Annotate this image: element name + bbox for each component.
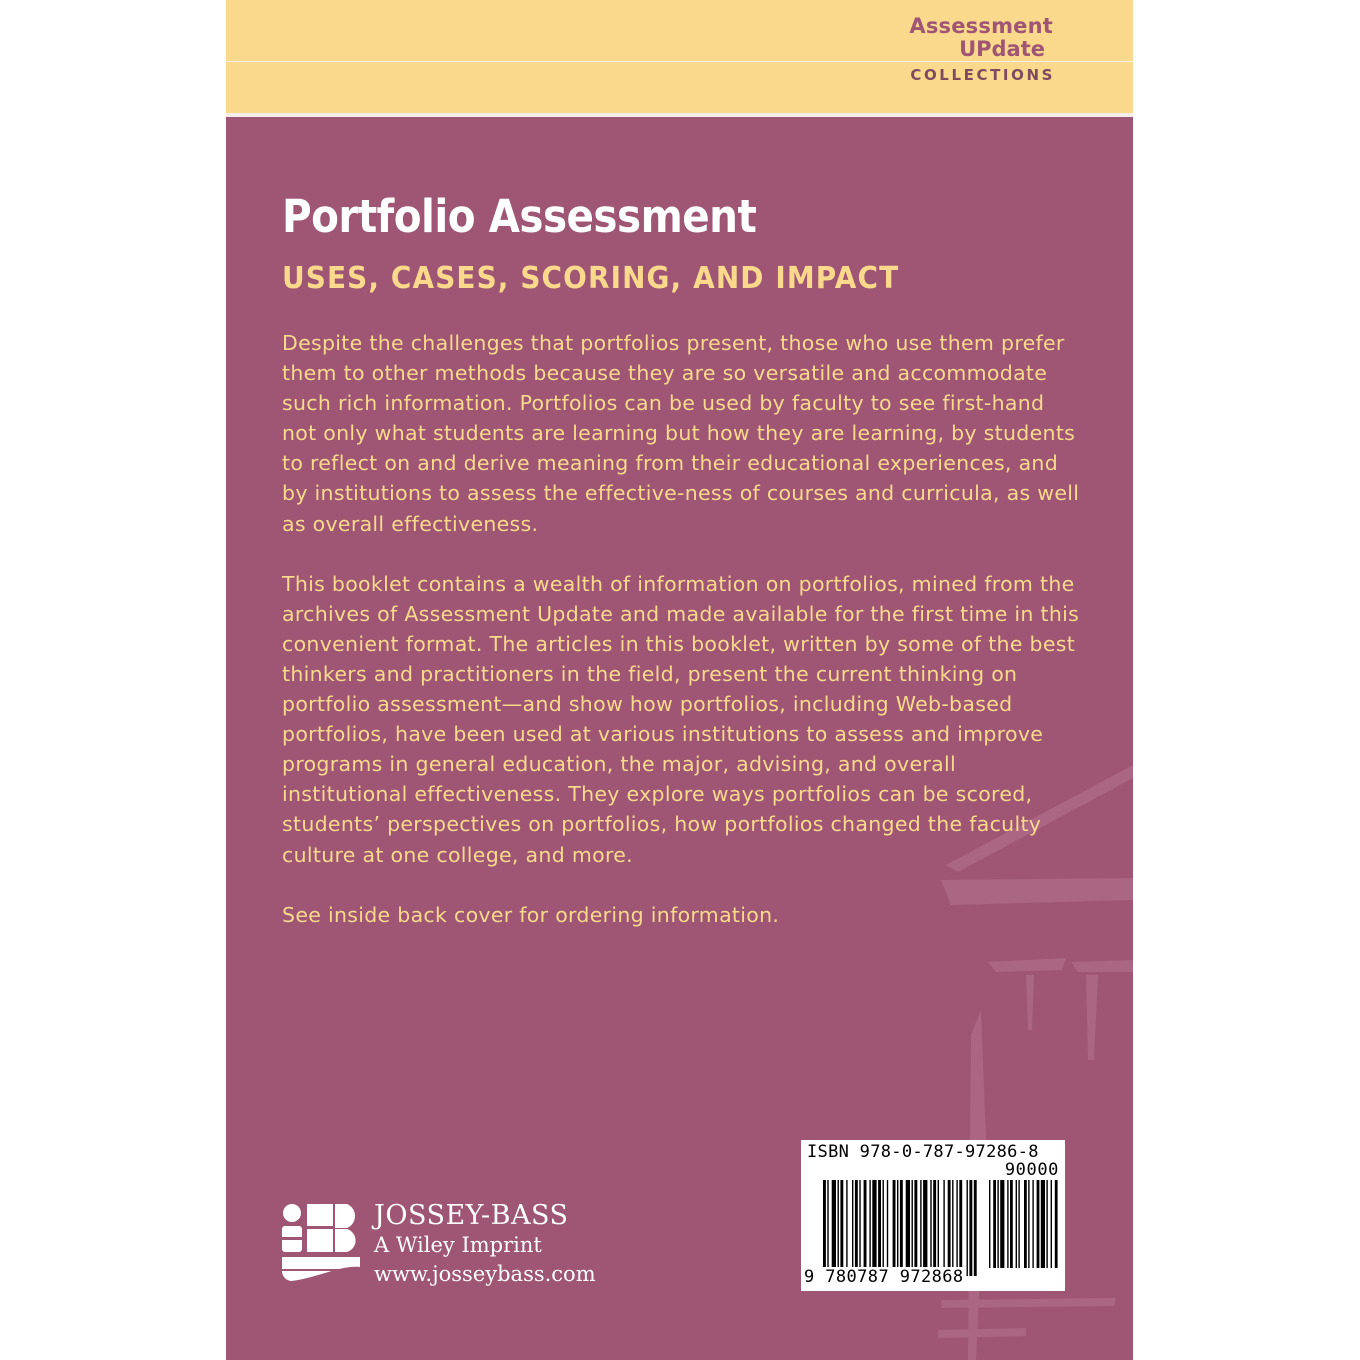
barcode-addon-bar	[997, 1180, 998, 1268]
barcode-bar	[943, 1180, 944, 1276]
barcode-addon-bar	[1046, 1180, 1047, 1268]
barcode-bar	[948, 1180, 951, 1276]
barcode-addon-bar	[1055, 1180, 1058, 1268]
barcode-bar	[838, 1180, 839, 1276]
barcode-bar	[840, 1180, 843, 1276]
barcode-bar	[855, 1180, 858, 1276]
barcode-addon-bar	[1041, 1180, 1045, 1268]
book-back-cover	[226, 0, 1133, 1360]
jossey-bass-logo-icon	[282, 1203, 362, 1281]
barcode-bar	[887, 1180, 888, 1276]
barcode-bar	[900, 1180, 903, 1276]
barcode-addon-bar	[1007, 1180, 1008, 1268]
barcode-addon-bar	[993, 1180, 996, 1268]
barcode-addon-bar	[1018, 1180, 1019, 1268]
barcode-bar	[869, 1180, 870, 1276]
description-paragraph: Despite the challenges that portfolios present, those who use them prefer them to other methods because they are so versatile and accommodate such rich information. Portfolios can be used by faculty to see first-hand not only what students are learning but how they are learning, by students to reflect on and derive meaning from their educational experiences, and by institutions to assess the effective-ness of courses and curricula, as well as overall effectiveness.	[282, 331, 1080, 536]
barcode-bar	[906, 1180, 910, 1276]
barcode-bar	[872, 1180, 876, 1276]
barcode-bar	[914, 1180, 917, 1276]
barcode-addon-bar	[989, 1180, 990, 1268]
publisher-name: JOSSEY-BASS	[374, 1200, 569, 1231]
barcode-bar	[938, 1180, 939, 1276]
series-logo-line1: Assessment	[909, 14, 1053, 38]
barcode-bar	[959, 1180, 962, 1276]
book-description	[282, 328, 1082, 960]
barcode-bar	[930, 1180, 931, 1276]
barcode-bar	[912, 1180, 913, 1276]
barcode-addon-bar	[1037, 1180, 1040, 1268]
barcode-addon-bar	[1028, 1180, 1029, 1268]
price-code: 90000	[1004, 1160, 1059, 1180]
barcode-bar	[923, 1180, 927, 1276]
barcode-bar	[878, 1180, 881, 1276]
isbn-barcode	[801, 1140, 1065, 1291]
barcode-bar	[846, 1180, 847, 1276]
description-paragraph: This booklet contains a wealth of information on portfolios, mined from the archives of Assessment Update and made available for the first time in this convenient format. The articles in this booklet, written by some of the best thinkers and practitioners in the field, present the current thinking on portfolio assessment—and show how portfolios, including Web-based portfolios, have been used at various institutions to assess and improve programs in general education, the major, advising, and overall institutional effectiveness. They explore ways portfolios can be scored, students’ perspectives on portfolios, how portfolios changed the faculty culture at one college, and more.	[282, 571, 1080, 867]
publisher-url: www.josseybass.com	[374, 1262, 596, 1286]
barcode-bar	[883, 1180, 884, 1276]
barcode-bar	[832, 1180, 836, 1276]
barcode-addon-bar	[1010, 1180, 1013, 1268]
barcode-bar	[920, 1180, 921, 1276]
publisher-imprint-line: A Wiley Imprint	[374, 1233, 542, 1257]
publisher-imprint	[282, 1200, 622, 1290]
barcode-addon-bar	[1032, 1180, 1033, 1268]
isbn-number: ISBN 978-0-787-97286-8	[807, 1142, 1039, 1162]
series-logo-collections: COLLECTIONS	[910, 66, 1055, 84]
barcode-bar	[956, 1180, 957, 1276]
barcode-addon-bar	[1000, 1180, 1004, 1268]
barcode-bar	[967, 1180, 968, 1276]
barcode-bar	[974, 1180, 977, 1276]
barcode-bar	[859, 1180, 860, 1276]
book-subtitle: USES, CASES, SCORING, AND IMPACT	[282, 261, 900, 296]
barcode-bar	[827, 1180, 828, 1276]
barcode-addon-bar	[1051, 1180, 1052, 1268]
barcode-bar	[852, 1180, 853, 1276]
book-title: Portfolio Assessment	[282, 190, 757, 243]
barcode-bar	[952, 1180, 953, 1276]
barcode-bar	[893, 1180, 896, 1276]
ordering-note: See inside back cover for ordering information.	[282, 902, 780, 927]
series-logo-line2: UPdate	[959, 37, 1045, 61]
barcode-bar	[969, 1180, 972, 1276]
barcode-bar	[864, 1180, 867, 1276]
barcode-bar	[933, 1180, 936, 1276]
barcode-addon-bar	[1016, 1180, 1017, 1268]
barcode-bar	[823, 1180, 826, 1276]
barcode-bar	[897, 1180, 898, 1276]
ean-digits: 9 780787 972868	[804, 1267, 964, 1287]
barcode-addon-bar	[1024, 1180, 1027, 1268]
